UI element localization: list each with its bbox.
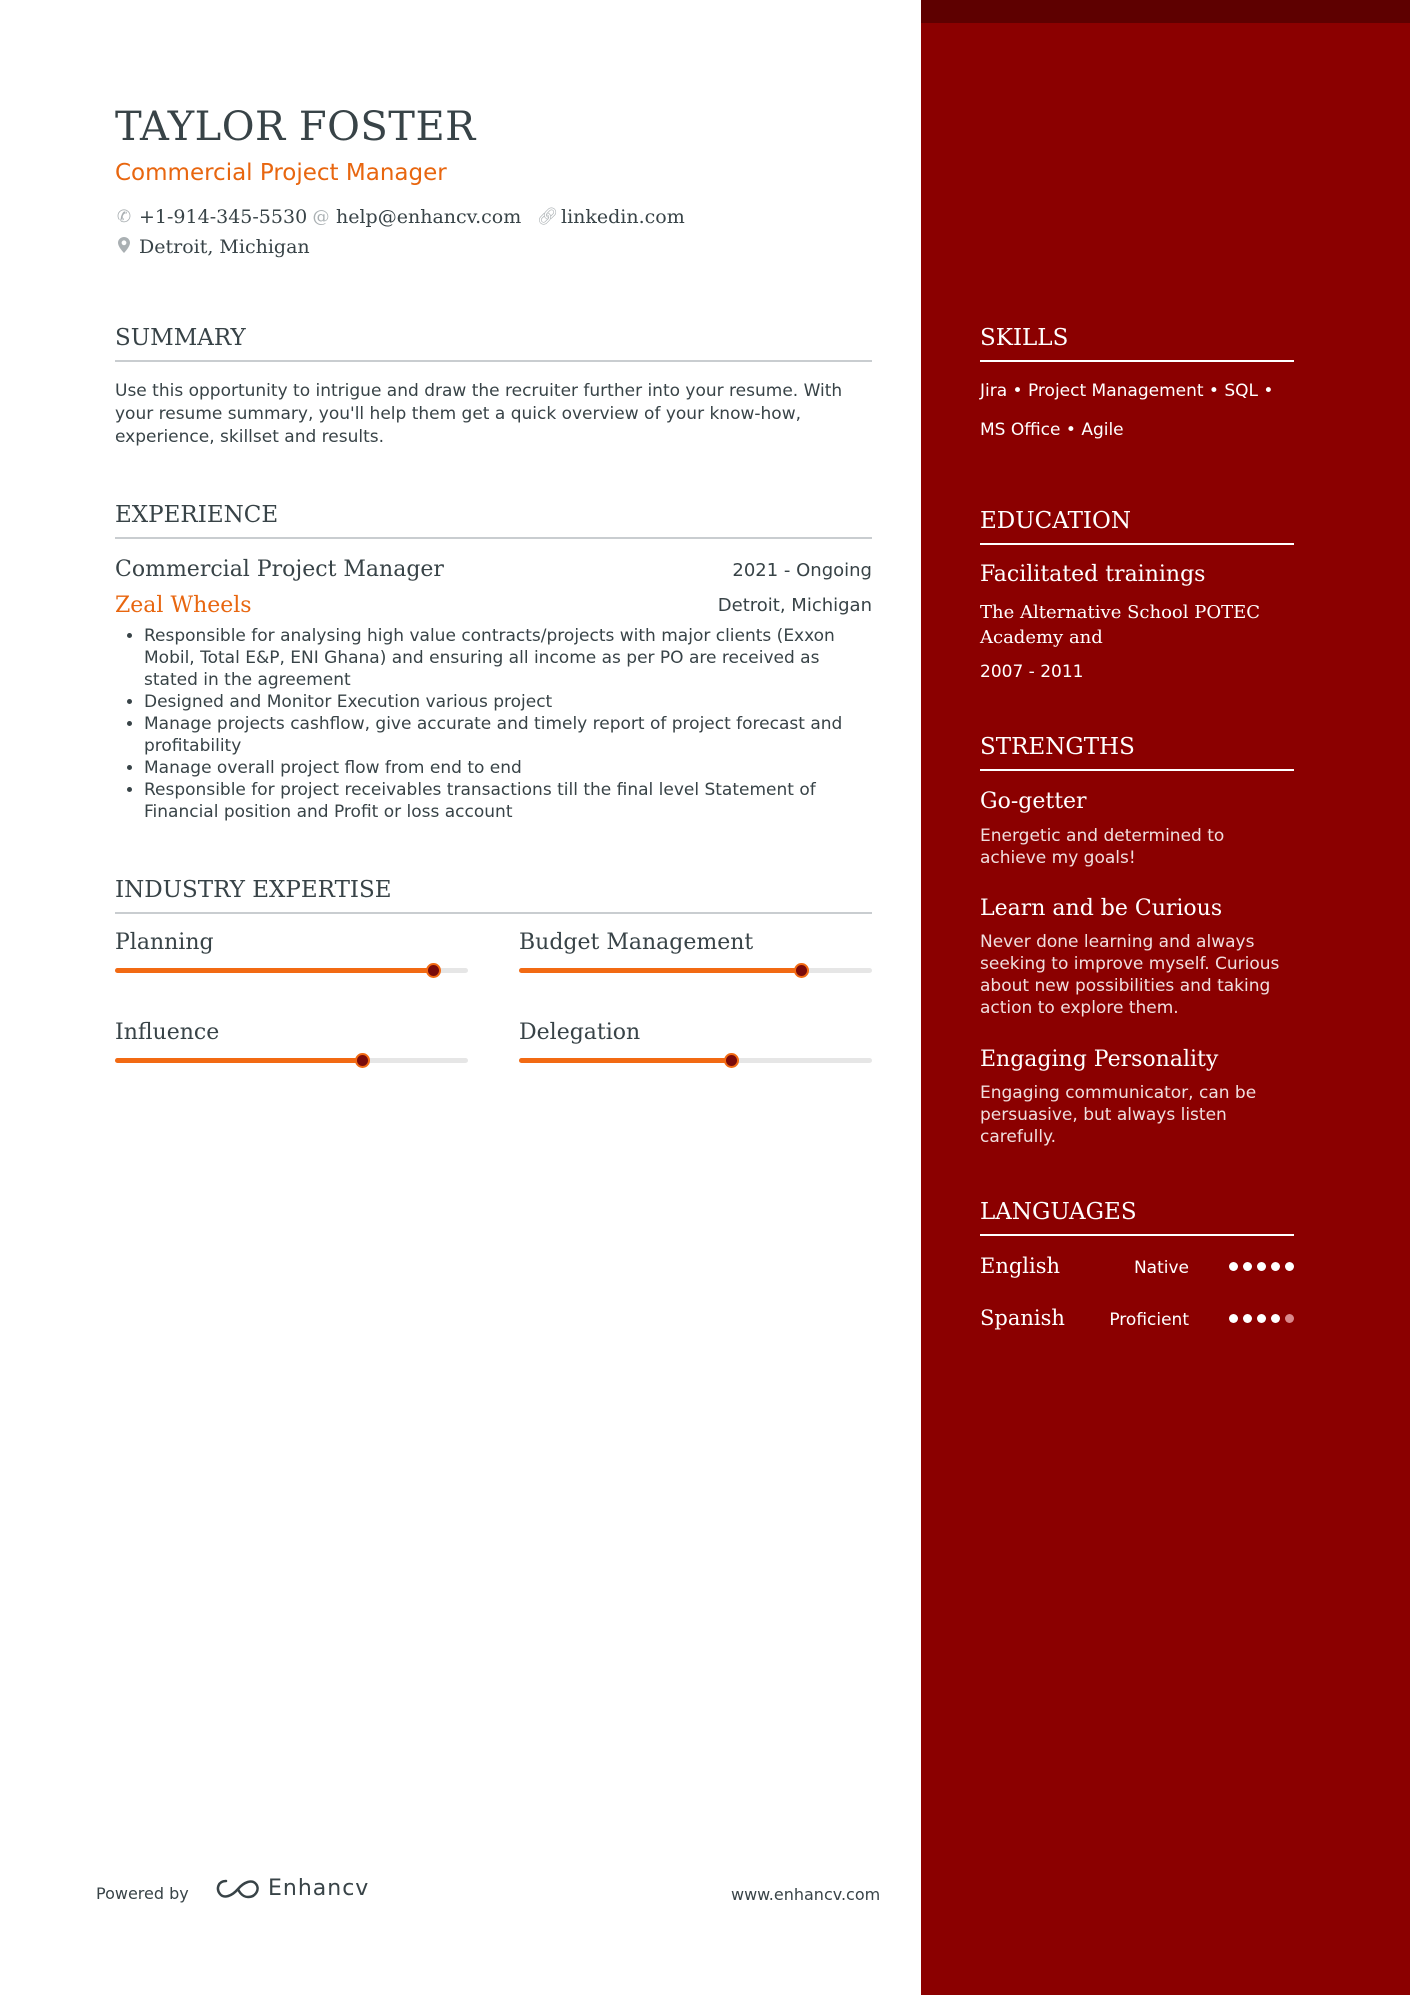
strength-desc: Never done learning and always seeking to improve myself. Curious about new possibilities and taking action to explore them. — [980, 932, 1280, 1018]
summary-heading: SUMMARY — [115, 325, 872, 362]
phone-icon: ✆ — [116, 207, 132, 227]
footer-url[interactable]: www.enhancv.com — [731, 1885, 881, 1904]
contact-location — [115, 236, 310, 258]
footer-brand-text: Enhancv — [268, 1876, 370, 1901]
language-level: Native — [1133, 1258, 1189, 1278]
location-pin-icon — [115, 237, 133, 258]
expertise-influence — [115, 1020, 468, 1045]
education-dates: 2007 - 2011 — [980, 662, 1084, 682]
expertise-knob — [724, 1053, 739, 1068]
list-item: • Manage projects cashflow, give accurate and timely report of project forecast and profitability — [144, 713, 872, 757]
expertise-fill — [519, 968, 801, 973]
sidebar-top-band — [921, 0, 1410, 23]
strength-desc: Energetic and determined to achieve my goals! — [980, 826, 1225, 868]
strength-title: Learn and be Curious — [980, 896, 1223, 921]
list-item: • Responsible for analysing high value contracts/projects with major clients (Exxon Mobil, Total E&P, ENI Ghana) and ensuring all income as per PO are received as stated in the agreement — [144, 625, 872, 691]
industry-expertise-heading: INDUSTRY EXPERTISE — [115, 877, 872, 914]
enhancv-logo-icon — [214, 1877, 262, 1901]
expertise-track — [519, 1058, 872, 1063]
rating-dot-filled — [1285, 1262, 1294, 1271]
expertise-knob — [794, 963, 809, 978]
language-row-spanish — [980, 1306, 1294, 1336]
footer-brand-logo[interactable] — [214, 1876, 369, 1901]
language-level: Proficient — [1109, 1310, 1189, 1330]
education-degree: Facilitated trainings — [980, 562, 1206, 587]
expertise-fill — [115, 968, 433, 973]
link-text: linkedin.com — [561, 206, 685, 228]
contact-link[interactable] — [537, 206, 685, 228]
candidate-title: Commercial Project Manager — [115, 160, 447, 186]
job-bullets — [115, 625, 872, 823]
rating-dot-filled — [1271, 1314, 1280, 1323]
education-school: The Alternative School POTEC Academy and — [980, 602, 1261, 648]
expertise-budget-management — [519, 930, 872, 955]
candidate-name: TAYLOR FOSTER — [115, 104, 476, 150]
summary-text: Use this opportunity to intrigue and draw the recruiter further into your resume. With your resume summary, you'll help them get a quick overview of your know-how, experience, skillset and results. — [115, 381, 843, 447]
contact-phone — [115, 206, 307, 228]
strength-desc: Engaging communicator, can be persuasive, but always listen carefully. — [980, 1083, 1257, 1147]
strengths-heading: STRENGTHS — [980, 734, 1294, 771]
expertise-planning — [115, 930, 468, 955]
language-rating-dots — [1229, 1262, 1294, 1271]
footer-powered-by: Powered by — [96, 1884, 189, 1903]
link-icon: 🔗︎ — [537, 207, 559, 227]
rating-dot-filled — [1271, 1262, 1280, 1271]
rating-dot-empty — [1285, 1314, 1294, 1323]
skills-line-1: Jira • Project Management • SQL • — [980, 381, 1274, 401]
expertise-track — [519, 968, 872, 973]
expertise-knob — [355, 1053, 370, 1068]
strength-title: Engaging Personality — [980, 1047, 1219, 1072]
expertise-delegation — [519, 1020, 872, 1045]
at-icon: @ — [312, 207, 330, 227]
job-company: Zeal Wheels — [115, 593, 252, 618]
phone-text: +1-914-345-5530 — [139, 206, 308, 228]
job-location: Detroit, Michigan — [717, 595, 872, 616]
expertise-label: Budget Management — [519, 930, 754, 955]
expertise-track — [115, 968, 468, 973]
rating-dot-filled — [1229, 1262, 1238, 1271]
list-item: • Responsible for project receivables transactions till the final level Statement of Financial position and Profit or loss account — [144, 779, 872, 823]
job-title: Commercial Project Manager — [115, 557, 444, 582]
education-heading: EDUCATION — [980, 508, 1294, 545]
rating-dot-filled — [1243, 1314, 1252, 1323]
language-name: Spanish — [980, 1306, 1065, 1330]
rating-dot-filled — [1257, 1314, 1266, 1323]
expertise-fill — [519, 1058, 731, 1063]
skills-line-2: MS Office • Agile — [980, 420, 1124, 440]
expertise-label: Delegation — [519, 1020, 641, 1045]
email-text: help@enhancv.com — [336, 206, 522, 228]
contact-email[interactable] — [312, 206, 521, 228]
location-text: Detroit, Michigan — [139, 236, 310, 258]
language-rating-dots — [1229, 1314, 1294, 1323]
rating-dot-filled — [1243, 1262, 1252, 1271]
skills-heading: SKILLS — [980, 325, 1294, 362]
list-item: • Manage overall project flow from end to end — [144, 757, 872, 779]
expertise-label: Influence — [115, 1020, 220, 1045]
languages-heading: LANGUAGES — [980, 1199, 1294, 1236]
expertise-track — [115, 1058, 468, 1063]
language-row-english — [980, 1254, 1294, 1284]
language-name: English — [980, 1254, 1061, 1278]
expertise-label: Planning — [115, 930, 214, 955]
list-item: • Designed and Monitor Execution various project — [144, 691, 872, 713]
experience-heading: EXPERIENCE — [115, 502, 872, 539]
rating-dot-filled — [1257, 1262, 1266, 1271]
expertise-knob — [426, 963, 441, 978]
job-dates: 2021 - Ongoing — [732, 560, 872, 581]
expertise-fill — [115, 1058, 362, 1063]
strength-title: Go-getter — [980, 789, 1087, 814]
rating-dot-filled — [1229, 1314, 1238, 1323]
